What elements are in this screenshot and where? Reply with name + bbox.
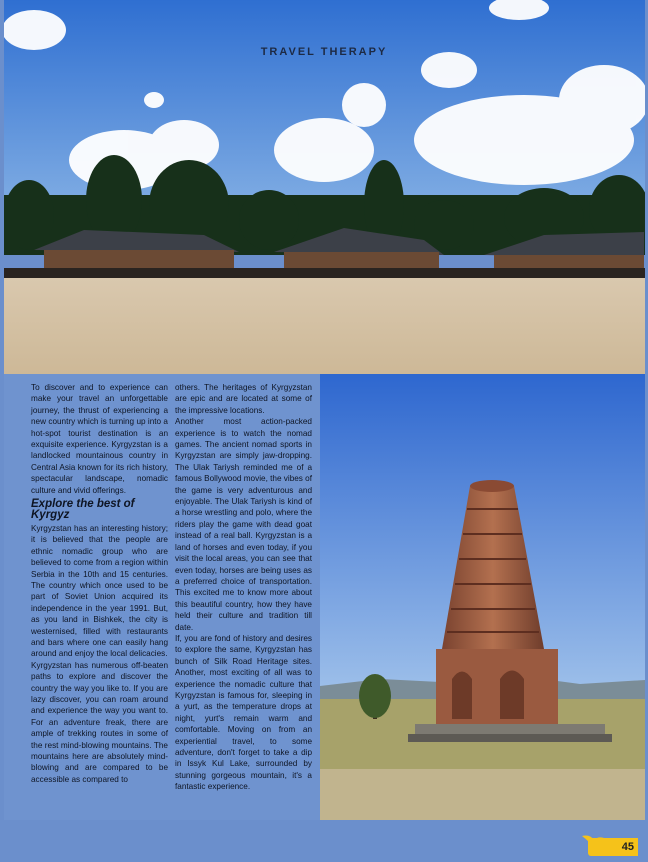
article-column-right (175, 382, 312, 793)
footer-band (0, 820, 648, 862)
intro-paragraph: To discover and to experience can make your travel an unforgettable journey, the thrust of experiencing a new country which is turning up into a hot-spot tourist destination is an exquisite experience. Kyrgyzstan is a landlocked mountainous country in Central Asia known for its rich history, spectacular landscape, nomadic culture and vivid offerings. (31, 383, 168, 495)
burana-tower-photo (320, 374, 645, 820)
article-column-left (31, 382, 168, 785)
paths-paragraph: Kyrgyzstan has numerous off-beaten paths to explore and discover the country the way you like to. If you are lazy discover, you can roam around and experience the way you want to. For an adventure freak, there are ample of trekking routes in some of the rest mind-blowing mountains. The mountains here are absolutely mind-blowing and are compared to be accessible as compared to (31, 660, 168, 784)
heritage-paragraph: others. The heritages of Kyrgyzstan are epic and are located at some of the impressive locations. (175, 383, 312, 415)
section-heading: Explore the best of Kyrgyz (31, 498, 135, 522)
history-paragraph: Kyrgyzstan has an interesting history; it is believed that the people are ethnic nomadic group who are believed to come from a region within Serbia in the 10th and 15 centuries. The country which once used to be part of Soviet Union acquired its independence in the year 1991. But, as you land in Bishkek, the city is westernised, filled with restaurants and bars where one can easily hang around and enjoy the local delicacies. (31, 523, 168, 659)
section-label: TRAVEL THERAPY (260, 46, 388, 58)
nomad-games-paragraph: Another most action-packed experience is to watch the nomad games. The ancient nomad sports in Kyrgyzstan are simply jaw-dropping. The Ulak Tariysh reminded me of a famous Bollywood movie, the vibes of the game is very adventurous and enjoyable. The Ulak Tariysh is kind of a horse wrestling and polo, where the riders play the game with dead goat instead of a real ball. Kyrgyzstan is a land of horses and even today, if you visit the local areas, you can see that even today, horses are being uses as a preferred choice of transportation. This excited me to know more about this beautiful country, how they have held their culture and tradition till date. (175, 417, 312, 632)
silk-road-paragraph: If, you are fond of history and desires to explore the same, Kyrgyzstan has bunch of Silk Road Heritage sites. Another, most exciting of all was to experience the nomadic culture that Kyrgyzstan is famous for, sleeping in a yurt, as the temperature drops at night, yurt's remain warm and comfortable. Moving on from an experiential travel, to some adventure, don't forget to take a dip in Issyk Kul Lake, surrounded by stunning gorgeous mountain, it's a fantastic experience. (175, 633, 312, 792)
page-number: 45 (621, 841, 634, 853)
